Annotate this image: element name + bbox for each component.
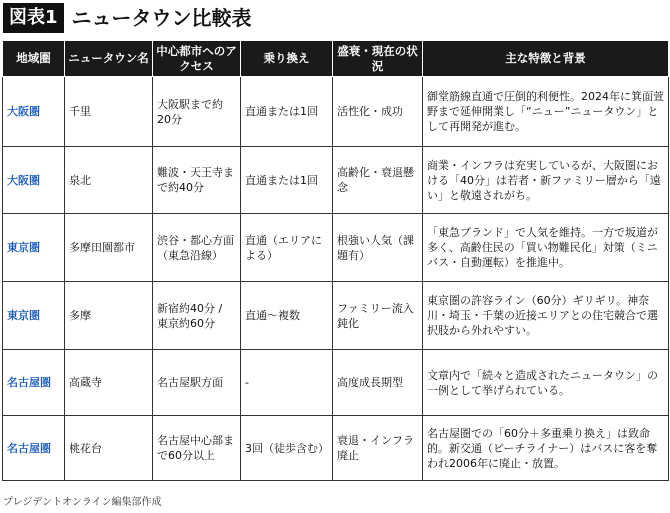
newtown-name-cell: 多摩 — [65, 282, 153, 350]
table-header-row — [3, 41, 669, 77]
features-cell: 東京圏の許容ライン（60分）ギリギリ。神奈川・埼玉・千葉の近接エリアとの住宅競合で選択肢から外れやすい。 — [423, 282, 669, 350]
table-row — [3, 282, 669, 350]
transfers-cell: 直通または1回 — [241, 147, 333, 214]
region-cell: 東京圏 — [3, 214, 65, 282]
table-row — [3, 416, 669, 481]
access-cell: 名古屋中心部まで60分以上 — [153, 416, 241, 481]
header-transfers: 乗り換え — [241, 41, 333, 77]
features-cell: 商業・インフラは充実しているが、大阪圏における「40分」は若者・新ファミリー層から「遠い」と敬遠されがち。 — [423, 147, 669, 214]
status-cell: ファミリー流入鈍化 — [333, 282, 423, 350]
transfers-cell: 直通または1回 — [241, 77, 333, 147]
status-cell: 衰退・インフラ廃止 — [333, 416, 423, 481]
figure-title-row — [3, 3, 252, 33]
header-status: 盛衰・現在の状況 — [333, 41, 423, 77]
table-row — [3, 350, 669, 416]
transfers-cell: 直通（エリアによる） — [241, 214, 333, 282]
features-cell: 名古屋圏での「60分＋多重乗り換え」は致命的。新交通（ピーチライナー）はバスに客を奪われ2006年に廃止・放置。 — [423, 416, 669, 481]
figure-label: 図表1 — [3, 3, 64, 33]
access-cell: 名古屋駅方面 — [153, 350, 241, 416]
transfers-cell: 3回（徒歩含む） — [241, 416, 333, 481]
newtown-name-cell: 泉北 — [65, 147, 153, 214]
status-cell: 高齢化・衰退懸念 — [333, 147, 423, 214]
newtown-name-cell: 多摩田園都市 — [65, 214, 153, 282]
table-row — [3, 214, 669, 282]
newtown-comparison-table — [2, 40, 669, 481]
status-cell: 高度成長期型 — [333, 350, 423, 416]
access-cell: 新宿約40分 / 東京約60分 — [153, 282, 241, 350]
features-cell: 文章内で「続々と造成されたニュータウン」の一例として挙げられている。 — [423, 350, 669, 416]
table-row — [3, 77, 669, 147]
header-access: 中心都市へのアクセス — [153, 41, 241, 77]
access-cell: 難波・天王寺まで約40分 — [153, 147, 241, 214]
header-features: 主な特徴と背景 — [423, 41, 669, 77]
transfers-cell: - — [241, 350, 333, 416]
transfers-cell: 直通〜複数 — [241, 282, 333, 350]
status-cell: 活性化・成功 — [333, 77, 423, 147]
status-cell: 根強い人気（課題有） — [333, 214, 423, 282]
newtown-name-cell: 高蔵寺 — [65, 350, 153, 416]
region-cell: 大阪圏 — [3, 147, 65, 214]
features-cell: 御堂筋線直通で圧倒的利便性。2024年に箕面萱野まで延伸開業し「“ニュー”ニュータウン」として再開発が進む。 — [423, 77, 669, 147]
header-region: 地域圏 — [3, 41, 65, 77]
newtown-name-cell: 桃花台 — [65, 416, 153, 481]
region-cell: 名古屋圏 — [3, 350, 65, 416]
source-credit: プレジデントオンライン編集部作成 — [3, 497, 162, 508]
features-cell: 「東急ブランド」で人気を維持。一方で坂道が多く、高齢住民の「買い物難民化」対策（ミニバス・自動運転）を推進中。 — [423, 214, 669, 282]
header-newtown-name: ニュータウン名 — [65, 41, 153, 77]
figure-title: ニュータウン比較表 — [71, 6, 252, 30]
region-cell: 東京圏 — [3, 282, 65, 350]
access-cell: 渋谷・都心方面（東急沿線） — [153, 214, 241, 282]
region-cell: 大阪圏 — [3, 77, 65, 147]
access-cell: 大阪駅まで約20分 — [153, 77, 241, 147]
table-row — [3, 147, 669, 214]
region-cell: 名古屋圏 — [3, 416, 65, 481]
newtown-name-cell: 千里 — [65, 77, 153, 147]
